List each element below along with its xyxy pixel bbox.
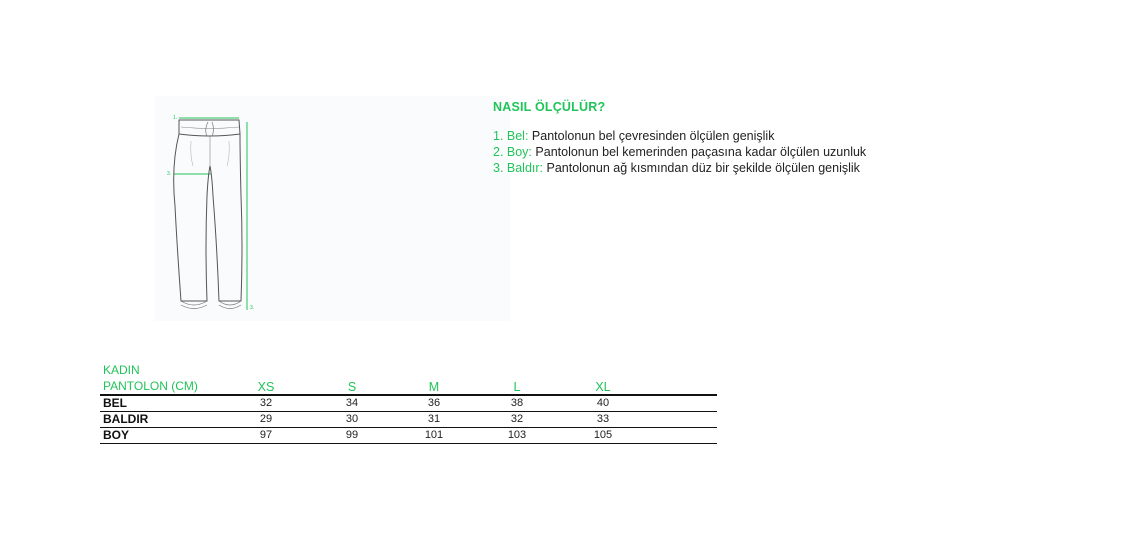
measure-item-waist: [493, 128, 1053, 144]
how-to-measure-list: [493, 128, 1053, 176]
table-row: [100, 412, 717, 428]
measure-item-length: [493, 144, 1053, 160]
row-label-bel: BEL: [103, 396, 127, 410]
cell-value: 97: [259, 429, 273, 441]
how-to-measure: [493, 100, 1053, 176]
cell-value: 103: [507, 429, 527, 441]
size-header-s: S: [347, 380, 357, 394]
table-row: [100, 428, 717, 444]
size-header-l: L: [513, 380, 521, 394]
header-row-1: [100, 362, 717, 378]
size-header-xl: XL: [595, 380, 611, 394]
measure-key: 3. Baldır:: [493, 161, 544, 175]
marker-length: 3.: [250, 305, 255, 311]
cell-value: 36: [427, 397, 441, 409]
marker-calf: 3.: [167, 171, 172, 177]
pants-diagram-icon: [155, 96, 510, 321]
size-table-header: [100, 362, 717, 395]
cell-value: 101: [424, 429, 444, 441]
cell-value: 33: [596, 413, 610, 425]
cell-value: 38: [510, 397, 524, 409]
measure-text: Pantolonun bel çevresinden ölçülen genişlik: [531, 129, 775, 143]
cell-value: 30: [345, 413, 359, 425]
measure-item-calf: [493, 160, 1053, 176]
cell-value: 34: [345, 397, 359, 409]
table-label-line1: KADIN: [103, 363, 140, 377]
cell-value: 32: [259, 397, 273, 409]
marker-waist: 1.: [173, 115, 178, 121]
measure-text: Pantolonun bel kemerinden paçasına kadar ölçülen uzunluk: [535, 145, 867, 159]
cell-value: 31: [427, 413, 441, 425]
how-to-measure-title: NASIL ÖLÇÜLÜR?: [493, 100, 606, 114]
size-header-xs: XS: [257, 380, 275, 394]
table-row: [100, 395, 717, 412]
measure-key: 1. Bel:: [493, 129, 529, 143]
cell-value: 105: [593, 429, 613, 441]
row-label-boy: BOY: [103, 428, 130, 442]
pants-illustration: [155, 96, 510, 321]
cell-value: 29: [259, 413, 273, 425]
cell-value: 32: [510, 413, 524, 425]
measure-text: Pantolonun ağ kısmından düz bir şekilde ölçülen genişlik: [546, 161, 860, 175]
size-header-m: M: [428, 380, 440, 394]
size-table: [100, 362, 717, 444]
cell-value: 40: [596, 397, 610, 409]
row-label-baldir: BALDIR: [103, 412, 149, 426]
header-row-2: [100, 378, 717, 395]
measure-key: 2. Boy:: [493, 145, 532, 159]
table-label-line2: PANTOLON (CM): [103, 379, 198, 393]
cell-value: 99: [345, 429, 359, 441]
